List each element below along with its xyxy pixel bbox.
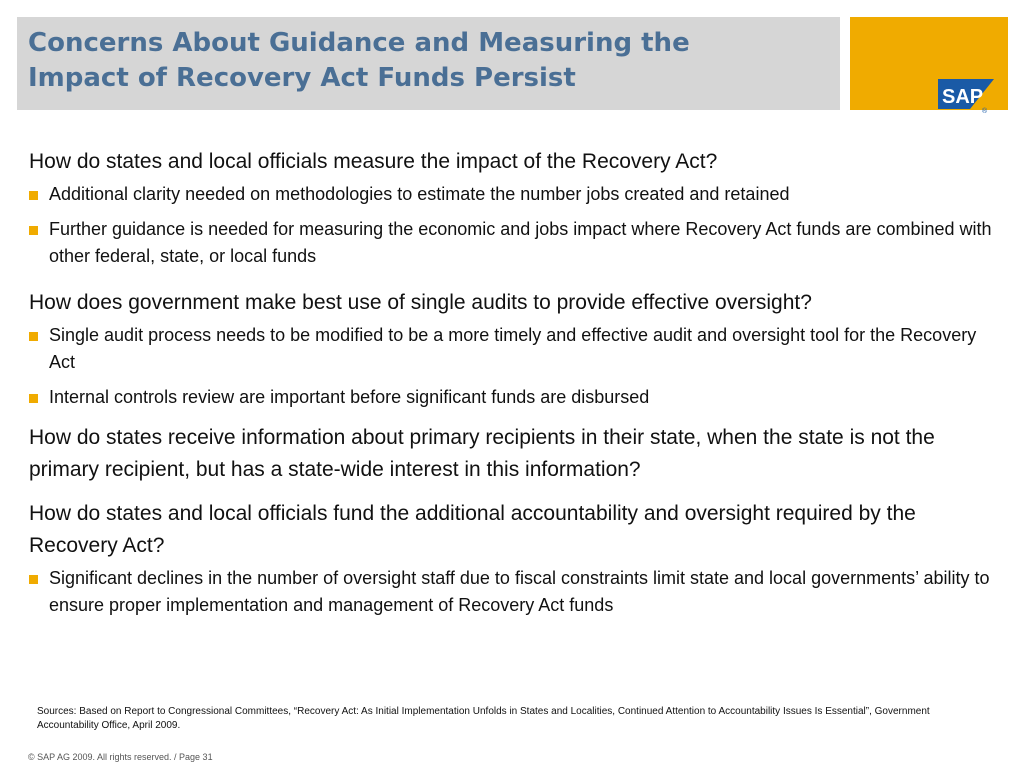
question-text: How do states receive information about primary recipients in their state, when the state is not the primary recipient, but has a state-wide interest in this information? — [29, 426, 935, 481]
bullet-item — [29, 322, 999, 376]
bullet-text: Further guidance is needed for measuring the economic and jobs impact where Recovery Act funds are combined with other federal, state, or local funds — [49, 219, 992, 266]
page-title — [28, 26, 828, 96]
sources-note: Sources: Based on Report to Congressional Committees, “Recovery Act: As Initial Implementation Unfolds in States and Localities, Continued Attention to Accountability Issues Is Essential”, Government Accountability Office, April 2009. — [37, 706, 930, 731]
bullet-square-icon — [29, 226, 38, 235]
logo-registered-mark: ® — [982, 108, 988, 115]
title-bar — [17, 17, 840, 110]
bullet-item — [29, 565, 999, 619]
bullet-square-icon — [29, 332, 38, 341]
sap-logo — [850, 17, 1008, 115]
title-line-1: Concerns About Guidance and Measuring the — [28, 28, 690, 58]
bullet-text: Additional clarity needed on methodologies to estimate the number jobs created and retained — [49, 184, 790, 204]
title-line-2: Impact of Recovery Act Funds Persist — [28, 63, 576, 93]
bullet-text: Internal controls review are important before significant funds are disbursed — [49, 387, 650, 407]
question-section — [29, 287, 999, 411]
question-section — [29, 498, 999, 619]
question-text: How does government make best use of single audits to provide effective oversight? — [29, 291, 812, 314]
bullet-square-icon — [29, 191, 38, 200]
main-content — [29, 146, 999, 619]
question-section — [29, 422, 999, 486]
question-text: How do states and local officials measure the impact of the Recovery Act? — [29, 150, 718, 173]
bullet-item — [29, 181, 999, 208]
bullet-text: Significant declines in the number of oversight staff due to fiscal constraints limit state and local governments’ ability to ensure proper implementation and management of Recovery Act funds — [49, 568, 990, 615]
logo-text: SAP — [942, 86, 984, 108]
footer-copyright: © SAP AG 2009. All rights reserved. / Page 31 — [28, 752, 213, 762]
question-section — [29, 146, 999, 270]
bullet-text: Single audit process needs to be modified to be a more timely and effective audit and oversight tool for the Recovery Act — [49, 325, 977, 372]
sap-logo-icon — [938, 79, 994, 115]
bullet-item — [29, 216, 999, 270]
bullet-square-icon — [29, 575, 38, 584]
bullet-square-icon — [29, 394, 38, 403]
question-text: How do states and local officials fund the additional accountability and oversight required by the Recovery Act? — [29, 502, 916, 557]
bullet-item — [29, 384, 999, 411]
